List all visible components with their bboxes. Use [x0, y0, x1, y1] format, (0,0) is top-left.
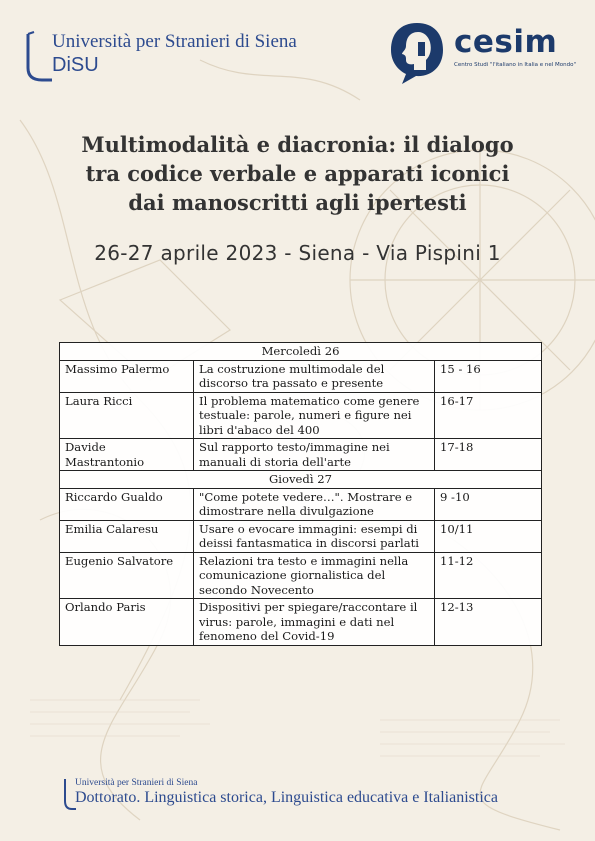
event-title-line: Multimodalità e diacronia: il dialogo: [81, 132, 514, 157]
speaker-cell: Massimo Palermo: [60, 360, 194, 392]
event-date-place: 26-27 aprile 2023 - Siena - Via Pispini 1: [94, 241, 501, 265]
table-row: [60, 552, 542, 599]
time-cell: 15 - 16: [435, 360, 542, 392]
time-cell: 10/11: [435, 520, 542, 552]
university-logo: [22, 28, 312, 84]
day-label: Mercoledì 26: [60, 343, 542, 361]
speaker-cell: Davide Mastrantonio: [60, 439, 194, 471]
event-title-line: tra codice verbale e apparati iconici: [85, 161, 510, 186]
speech-bubble-head-icon: [388, 20, 446, 86]
event-title-line: dai manoscritti agli ipertesti: [128, 190, 467, 215]
time-cell: 11-12: [435, 552, 542, 599]
university-name: Università per Stranieri di Siena: [52, 31, 297, 52]
speaker-cell: Orlando Paris: [60, 599, 194, 646]
talk-title-cell: "Come potete vedere…". Mostrare e dimostrare nella divulgazione: [194, 488, 435, 520]
talk-title-cell: Dispositivi per spiegare/raccontare il virus: parole, immagini e dati nel fenomeno del Covid-19: [194, 599, 435, 646]
speaker-cell: Laura Ricci: [60, 392, 194, 439]
time-cell: 12-13: [435, 599, 542, 646]
speaker-cell: Eugenio Salvatore: [60, 552, 194, 599]
talk-title-cell: Il problema matematico come genere testuale: parole, numeri e figure nei libri d'abaco del 400: [194, 392, 435, 439]
table-row: [60, 599, 542, 646]
table-row: [60, 439, 542, 471]
table-row: [60, 360, 542, 392]
program-table: [59, 342, 542, 646]
speaker-cell: Riccardo Gualdo: [60, 488, 194, 520]
talk-title-cell: Sul rapporto testo/immagine nei manuali di storia dell'arte: [194, 439, 435, 471]
day-header-row: [60, 471, 542, 489]
footer-doctorate-name: Dottorato. Linguistica storica, Linguistica educativa e Italianistica: [75, 789, 498, 806]
table-row: [60, 520, 542, 552]
speaker-cell: Emilia Calaresu: [60, 520, 194, 552]
university-emblem-icon: [22, 30, 56, 82]
time-cell: 16-17: [435, 392, 542, 439]
talk-title-cell: Usare o evocare immagini: esempi di deissi fantasmatica in discorsi parlati: [194, 520, 435, 552]
table-row: [60, 488, 542, 520]
event-title: [40, 130, 555, 217]
cesim-name: cesim: [454, 24, 558, 60]
footer-doctorate: [62, 777, 572, 813]
footer-university-name: Università per Stranieri di Siena: [75, 778, 198, 788]
day-header-row: [60, 343, 542, 361]
day-label: Giovedì 27: [60, 471, 542, 489]
talk-title-cell: Relazioni tra testo e immagini nella comunicazione giornalistica del secondo Novecento: [194, 552, 435, 599]
time-cell: 9 -10: [435, 488, 542, 520]
department-name: DiSU: [52, 54, 99, 76]
cesim-logo: [388, 20, 578, 88]
university-emblem-icon: [62, 777, 76, 811]
cesim-tagline: Centro Studi "l'italiano in Italia e nel Mondo": [454, 62, 577, 68]
time-cell: 17-18: [435, 439, 542, 471]
talk-title-cell: La costruzione multimodale del discorso tra passato e presente: [194, 360, 435, 392]
table-row: [60, 392, 542, 439]
